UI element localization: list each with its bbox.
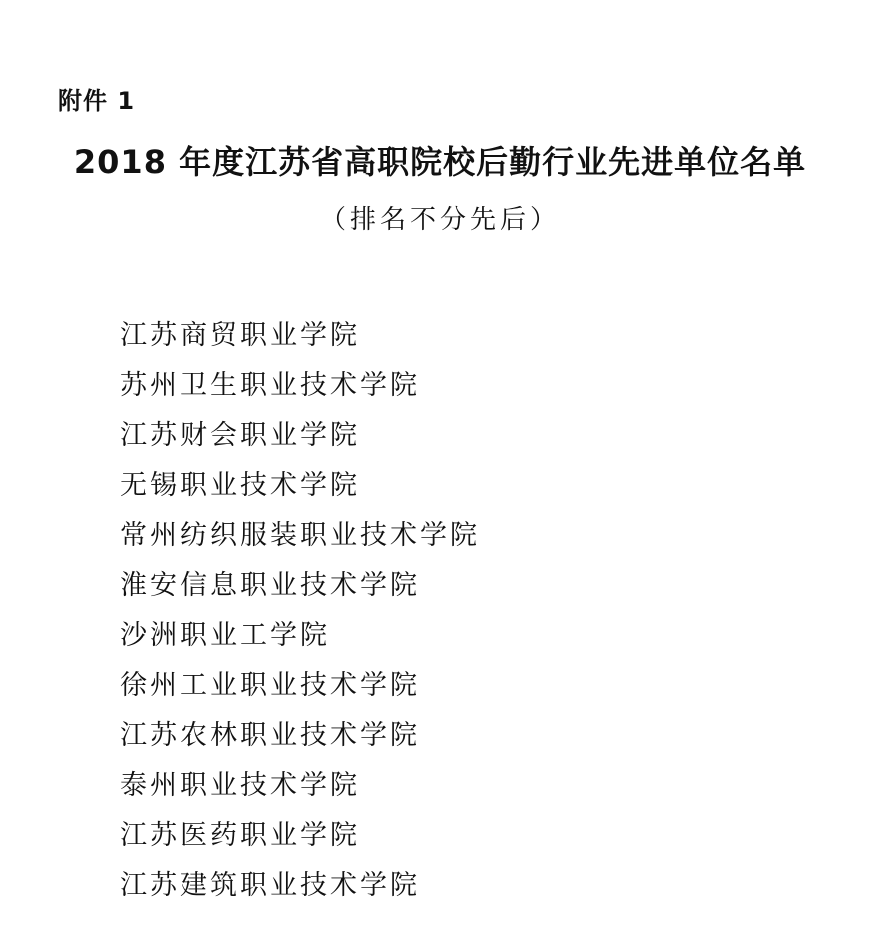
list-item: 江苏农林职业技术学院 xyxy=(120,720,420,751)
advanced-unit-list xyxy=(120,313,480,913)
list-item: 淮安信息职业技术学院 xyxy=(120,570,420,601)
list-item: 江苏医药职业学院 xyxy=(120,820,360,851)
list-item: 徐州工业职业技术学院 xyxy=(120,670,420,701)
list-item: 苏州卫生职业技术学院 xyxy=(120,370,420,401)
list-item: 沙洲职业工学院 xyxy=(120,620,330,651)
list-item: 江苏财会职业学院 xyxy=(120,420,360,451)
document-title: 2018 年度江苏省高职院校后勤行业先进单位名单 xyxy=(73,143,807,181)
document-subtitle: （排名不分先后） xyxy=(319,205,560,235)
list-item: 无锡职业技术学院 xyxy=(120,470,360,501)
attachment-label: 附件 1 xyxy=(58,87,136,115)
list-item: 江苏商贸职业学院 xyxy=(120,320,360,351)
list-item: 泰州职业技术学院 xyxy=(120,770,360,801)
list-item: 江苏建筑职业技术学院 xyxy=(120,870,420,901)
list-item: 常州纺织服装职业技术学院 xyxy=(120,520,480,551)
